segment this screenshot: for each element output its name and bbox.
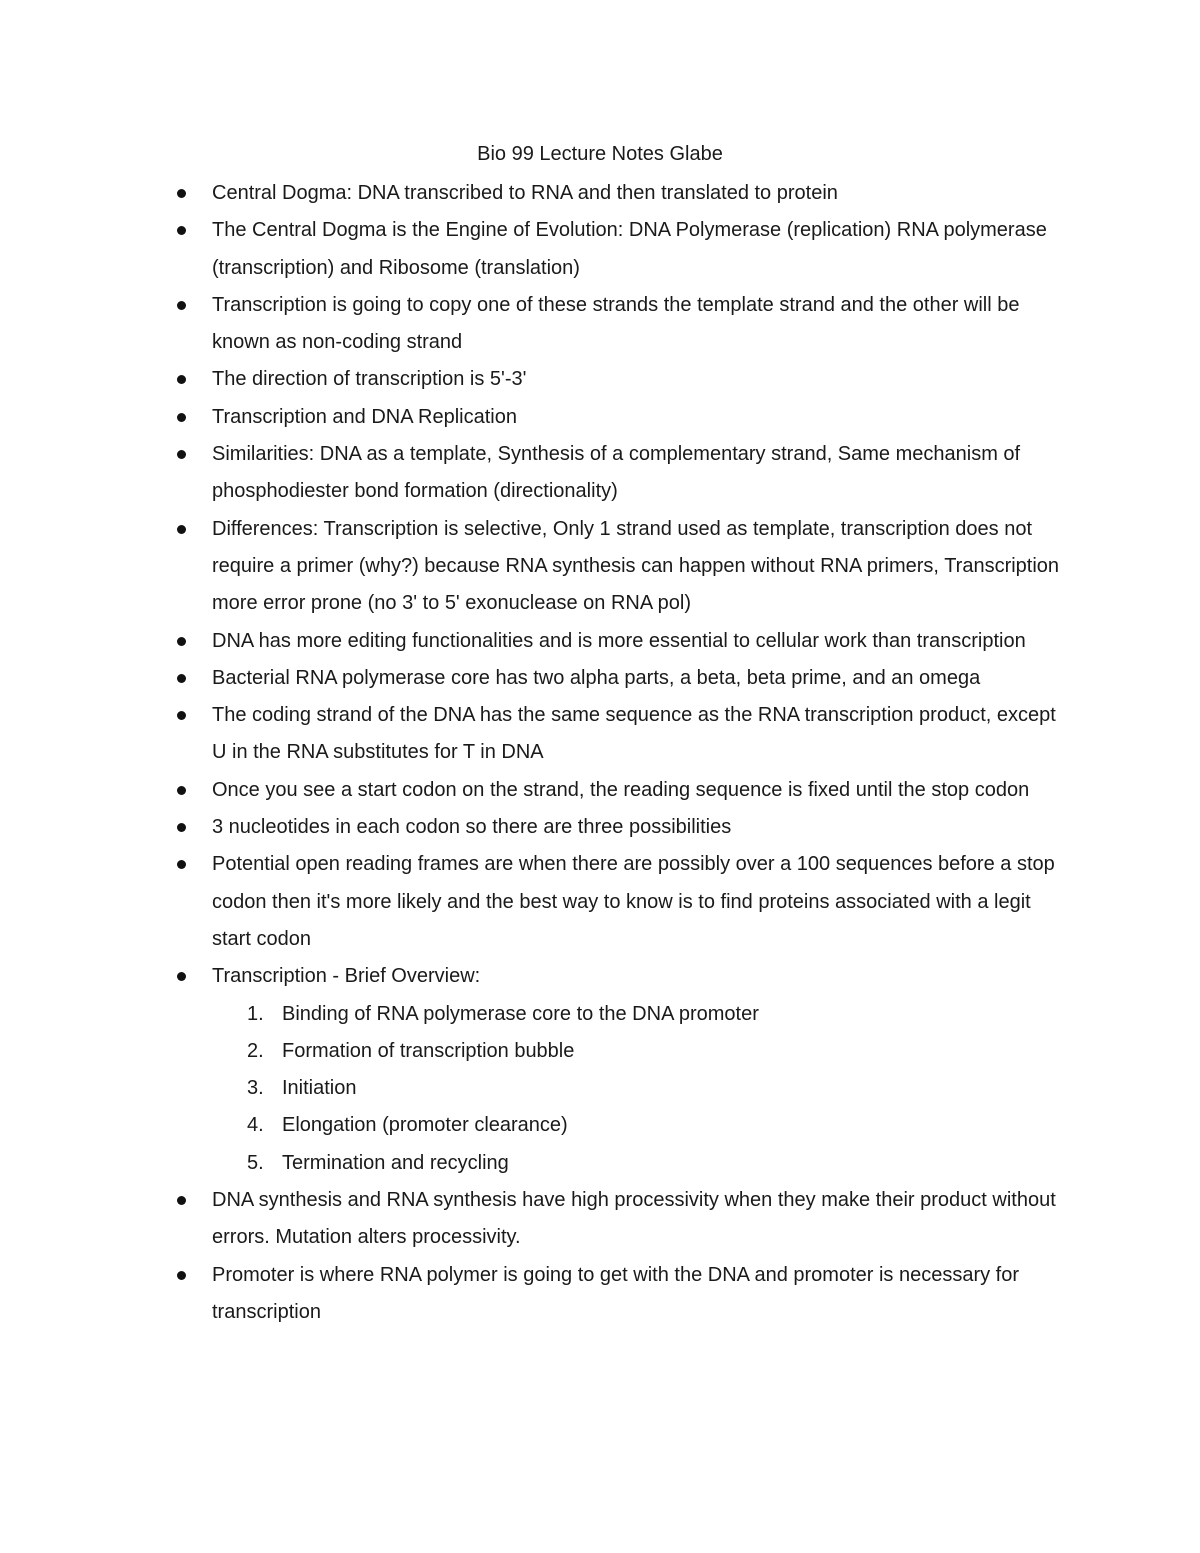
step-text: Elongation (promoter clearance) [282, 1114, 568, 1137]
list-item [0, 1182, 1200, 1257]
bullet-icon [177, 375, 186, 384]
bullet-text: Promoter is where RNA polymer is going to get with the DNA and promoter is necessary for transcription [212, 1263, 1020, 1323]
bullet-icon [177, 786, 186, 795]
bullet-text: DNA has more editing functionalities and is more essential to cellular work than transcription [212, 629, 1026, 652]
bullet-text: Transcription and DNA Replication [212, 405, 517, 428]
bullet-icon [177, 301, 186, 310]
list-item [212, 996, 1060, 1033]
bullet-text: Differences: Transcription is selective, Only 1 strand used as template, transcription does not require a primer (why?) because RNA synthesis can happen without RNA primers, Transcription more error prone (no 3' to 5' exonuclease on RNA pol) [212, 517, 1060, 615]
list-item [0, 846, 1200, 958]
list-item [0, 958, 1200, 1182]
step-number: 1. [247, 1002, 264, 1025]
bullet-icon [177, 860, 186, 869]
bullet-icon [177, 413, 186, 422]
bullet-icon [177, 1196, 186, 1205]
bullet-icon [177, 189, 186, 198]
bullet-text: Bacterial RNA polymerase core has two alpha parts, a beta, beta prime, and an omega [212, 666, 981, 689]
bullet-text: Central Dogma: DNA transcribed to RNA and then translated to protein [212, 182, 838, 204]
list-item [0, 436, 1200, 511]
bullet-text: Transcription - Brief Overview: [212, 965, 481, 988]
list-item [0, 361, 1200, 398]
list-item [0, 772, 1200, 809]
bullet-text: Once you see a start codon on the strand, the reading sequence is fixed until the stop codon [212, 778, 1030, 801]
step-number: 3. [247, 1077, 264, 1100]
bullet-icon [177, 711, 186, 720]
bullet-icon [177, 1271, 186, 1280]
list-item [0, 623, 1200, 660]
list-item [0, 399, 1200, 436]
list-item [0, 287, 1200, 362]
list-item [0, 212, 1200, 287]
list-item [212, 1107, 1060, 1144]
bullet-text: Similarities: DNA as a template, Synthesis of a complementary strand, Same mechanism of phosphodiester bond formation (directionality) [212, 443, 1021, 503]
bullet-text: The direction of transcription is 5'-3' [212, 368, 527, 391]
bullet-text: The coding strand of the DNA has the same sequence as the RNA transcription product, except U in the RNA substitutes for T in DNA [212, 704, 1056, 764]
list-item [0, 660, 1200, 697]
bullet-text: Transcription is going to copy one of these strands the template strand and the other will be known as non-coding strand [212, 293, 1020, 354]
list-item [0, 697, 1200, 772]
bullet-text: The Central Dogma is the Engine of Evolution: DNA Polymerase (replication) RNA polymerase (transcription) and Ribosome (translation) [212, 219, 1047, 279]
step-text: Formation of transcription bubble [282, 1039, 575, 1062]
document-title: Bio 99 Lecture Notes Glabe [477, 143, 723, 165]
step-text: Binding of RNA polymerase core to the DNA promoter [282, 1002, 759, 1025]
list-item [212, 1145, 1060, 1182]
bullet-icon [177, 226, 186, 235]
bullet-icon [177, 823, 186, 832]
bullet-text: 3 nucleotides in each codon so there are three possibilities [212, 816, 732, 839]
list-item [212, 1070, 1060, 1107]
bullet-icon [177, 525, 186, 534]
bullet-icon [177, 972, 186, 981]
bullet-text: Potential open reading frames are when there are possibly over a 100 sequences before a stop codon then it's more likely and the best way to know is to find proteins associated with a legit start codon [212, 853, 1055, 950]
list-item [212, 1033, 1060, 1070]
list-item [0, 1257, 1200, 1332]
bullet-icon [177, 637, 186, 646]
bullet-icon [177, 674, 186, 683]
step-number: 4. [247, 1114, 264, 1137]
list-item [0, 809, 1200, 846]
step-number: 5. [247, 1151, 264, 1174]
bullet-text: DNA synthesis and RNA synthesis have high processivity when they make their product without errors. Mutation alters processivity. [212, 1189, 1056, 1249]
step-number: 2. [247, 1039, 264, 1062]
notes-bullet-list [0, 175, 1200, 1331]
list-item [0, 511, 1200, 623]
bullet-icon [177, 450, 186, 459]
overview-steps-list [212, 996, 1060, 1182]
step-text: Termination and recycling [282, 1151, 509, 1174]
step-text: Initiation [282, 1077, 357, 1100]
list-item [0, 175, 1200, 212]
